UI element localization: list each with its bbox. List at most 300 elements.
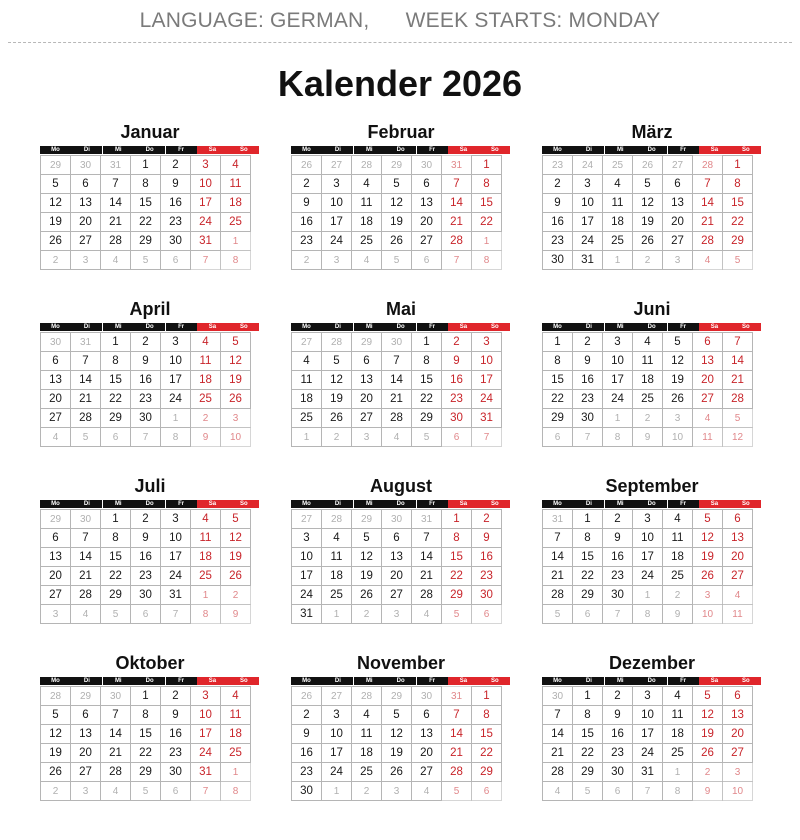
weekday-so: So xyxy=(479,500,510,508)
weekday-so: So xyxy=(479,677,510,685)
day-cell: 11 xyxy=(190,351,221,371)
day-cell: 26 xyxy=(321,408,352,428)
day-cell-outside: 8 xyxy=(220,250,251,270)
day-cell: 12 xyxy=(321,370,352,390)
day-cell: 8 xyxy=(130,705,161,725)
day-cell: 18 xyxy=(351,743,382,763)
day-cell: 13 xyxy=(722,705,753,725)
day-cell: 1 xyxy=(722,155,753,175)
day-cell-outside: 2 xyxy=(632,408,663,428)
days-grid xyxy=(542,686,762,801)
day-cell-outside: 30 xyxy=(542,686,573,706)
day-cell-outside: 4 xyxy=(692,250,723,270)
weekday-header xyxy=(291,323,511,331)
day-cell: 3 xyxy=(190,155,221,175)
weekday-do: Do xyxy=(385,500,416,508)
week-row xyxy=(542,213,762,232)
day-cell: 26 xyxy=(381,762,412,782)
day-cell: 12 xyxy=(40,193,71,213)
day-cell-outside: 27 xyxy=(291,509,322,529)
day-cell: 30 xyxy=(542,250,573,270)
weekday-mo: Mo xyxy=(291,500,322,508)
day-cell-outside: 2 xyxy=(632,250,663,270)
day-cell: 6 xyxy=(351,351,382,371)
weekday-mo: Mo xyxy=(40,500,71,508)
weekday-so: So xyxy=(228,677,259,685)
weekday-fr: Fr xyxy=(166,146,197,154)
day-cell: 21 xyxy=(722,370,753,390)
day-cell: 27 xyxy=(411,231,442,251)
day-cell: 26 xyxy=(692,743,723,763)
day-cell: 8 xyxy=(130,174,161,194)
day-cell: 22 xyxy=(722,212,753,232)
day-cell: 18 xyxy=(321,566,352,586)
day-cell-outside: 5 xyxy=(381,250,412,270)
week-row xyxy=(40,529,260,548)
day-cell-outside: 5 xyxy=(441,604,472,624)
day-cell-outside: 1 xyxy=(220,231,251,251)
day-cell: 7 xyxy=(441,174,472,194)
weekday-mi: Mi xyxy=(354,323,385,331)
day-cell: 1 xyxy=(572,509,603,529)
day-cell: 16 xyxy=(291,743,322,763)
day-cell: 17 xyxy=(190,193,221,213)
day-cell: 15 xyxy=(100,370,131,390)
day-cell-outside: 28 xyxy=(40,686,71,706)
weekday-sa: Sa xyxy=(197,677,228,685)
day-cell: 4 xyxy=(662,686,693,706)
day-cell: 29 xyxy=(411,408,442,428)
month-juni xyxy=(542,295,762,455)
day-cell-outside: 6 xyxy=(160,781,191,801)
weekday-di: Di xyxy=(573,677,604,685)
day-cell: 20 xyxy=(70,212,101,232)
day-cell: 12 xyxy=(632,193,663,213)
weekday-mo: Mo xyxy=(40,323,71,331)
weekday-header xyxy=(542,146,762,154)
day-cell-outside: 3 xyxy=(220,408,251,428)
day-cell-outside: 1 xyxy=(321,604,352,624)
weekday-do: Do xyxy=(385,323,416,331)
weekday-do: Do xyxy=(385,677,416,685)
day-cell-outside: 6 xyxy=(441,427,472,447)
day-cell: 8 xyxy=(471,174,502,194)
weekday-di: Di xyxy=(573,500,604,508)
week-row xyxy=(40,409,260,428)
day-cell: 23 xyxy=(602,743,633,763)
week-row xyxy=(40,725,260,744)
month-februar xyxy=(291,118,511,278)
day-cell-outside: 1 xyxy=(602,408,633,428)
days-grid xyxy=(40,686,260,801)
week-row xyxy=(542,782,762,801)
day-cell-outside: 27 xyxy=(321,155,352,175)
weekday-sa: Sa xyxy=(699,146,730,154)
day-cell: 13 xyxy=(692,351,723,371)
day-cell-outside: 28 xyxy=(321,332,352,352)
day-cell: 7 xyxy=(70,351,101,371)
day-cell-outside: 30 xyxy=(40,332,71,352)
day-cell: 1 xyxy=(471,155,502,175)
day-cell: 28 xyxy=(722,389,753,409)
day-cell-outside: 6 xyxy=(471,781,502,801)
weekday-mi: Mi xyxy=(605,323,636,331)
weekday-mi: Mi xyxy=(103,146,134,154)
day-cell: 5 xyxy=(381,174,412,194)
weekday-header xyxy=(40,323,260,331)
day-cell: 18 xyxy=(351,212,382,232)
weekday-sa: Sa xyxy=(699,323,730,331)
day-cell: 23 xyxy=(130,566,161,586)
day-cell: 18 xyxy=(602,212,633,232)
day-cell-outside: 30 xyxy=(100,686,131,706)
day-cell: 9 xyxy=(471,528,502,548)
day-cell: 15 xyxy=(722,193,753,213)
day-cell: 27 xyxy=(40,585,71,605)
day-cell-outside: 27 xyxy=(321,686,352,706)
week-row xyxy=(542,251,762,270)
day-cell: 19 xyxy=(321,389,352,409)
day-cell: 11 xyxy=(602,193,633,213)
weekday-di: Di xyxy=(573,323,604,331)
day-cell: 19 xyxy=(692,724,723,744)
day-cell-outside: 4 xyxy=(411,781,442,801)
day-cell: 29 xyxy=(441,585,472,605)
weekday-di: Di xyxy=(573,146,604,154)
day-cell: 10 xyxy=(632,528,663,548)
day-cell-outside: 31 xyxy=(441,686,472,706)
day-cell: 18 xyxy=(220,193,251,213)
day-cell: 7 xyxy=(542,528,573,548)
day-cell: 5 xyxy=(321,351,352,371)
day-cell: 9 xyxy=(130,528,161,548)
day-cell-outside: 7 xyxy=(190,781,221,801)
page-title: Kalender 2026 xyxy=(277,63,523,104)
weekday-sa: Sa xyxy=(448,500,479,508)
day-cell: 20 xyxy=(351,389,382,409)
week-row xyxy=(40,155,260,175)
week-row xyxy=(291,586,511,605)
day-cell: 4 xyxy=(190,509,221,529)
day-cell: 13 xyxy=(40,370,71,390)
day-cell-outside: 29 xyxy=(351,509,382,529)
month-name: September xyxy=(605,476,699,496)
day-cell-outside: 29 xyxy=(351,332,382,352)
day-cell: 17 xyxy=(632,724,663,744)
day-cell: 19 xyxy=(220,370,251,390)
day-cell: 15 xyxy=(411,370,442,390)
day-cell: 27 xyxy=(722,743,753,763)
week-row xyxy=(291,232,511,251)
week-row xyxy=(40,251,260,270)
days-grid xyxy=(291,509,511,624)
day-cell: 17 xyxy=(321,743,352,763)
day-cell: 8 xyxy=(572,528,603,548)
day-cell: 9 xyxy=(602,528,633,548)
day-cell: 15 xyxy=(441,547,472,567)
day-cell: 24 xyxy=(321,231,352,251)
day-cell: 16 xyxy=(160,724,191,744)
month-name: Oktober xyxy=(115,653,185,673)
day-cell: 31 xyxy=(471,408,502,428)
day-cell-outside: 30 xyxy=(381,509,412,529)
day-cell: 13 xyxy=(351,370,382,390)
day-cell: 2 xyxy=(130,332,161,352)
week-row xyxy=(40,352,260,371)
day-cell: 6 xyxy=(411,705,442,725)
day-cell-outside: 2 xyxy=(321,427,352,447)
day-cell: 8 xyxy=(411,351,442,371)
day-cell-outside: 31 xyxy=(411,509,442,529)
day-cell-outside: 4 xyxy=(351,250,382,270)
weekday-sa: Sa xyxy=(197,323,228,331)
day-cell: 31 xyxy=(572,250,603,270)
week-row xyxy=(542,352,762,371)
week-row xyxy=(40,744,260,763)
month-name: August xyxy=(370,476,432,496)
weekday-header xyxy=(542,323,762,331)
day-cell: 3 xyxy=(321,705,352,725)
day-cell: 17 xyxy=(632,547,663,567)
week-row xyxy=(291,371,511,390)
day-cell: 20 xyxy=(662,212,693,232)
month-dezember xyxy=(542,649,762,809)
week-row xyxy=(542,232,762,251)
day-cell: 22 xyxy=(572,566,603,586)
day-cell-outside: 30 xyxy=(381,332,412,352)
week-row xyxy=(291,428,511,447)
day-cell: 12 xyxy=(692,705,723,725)
week-row xyxy=(542,586,762,605)
weekday-fr: Fr xyxy=(417,146,448,154)
day-cell: 22 xyxy=(441,566,472,586)
day-cell-outside: 6 xyxy=(130,604,161,624)
day-cell: 3 xyxy=(160,509,191,529)
day-cell-outside: 6 xyxy=(572,604,603,624)
day-cell: 15 xyxy=(572,547,603,567)
days-grid xyxy=(40,332,260,447)
weekday-header xyxy=(40,677,260,685)
day-cell: 24 xyxy=(632,566,663,586)
day-cell: 21 xyxy=(100,212,131,232)
day-cell-outside: 4 xyxy=(100,781,131,801)
day-cell: 7 xyxy=(441,705,472,725)
day-cell: 6 xyxy=(70,174,101,194)
month-name: Juni xyxy=(633,299,671,319)
day-cell: 29 xyxy=(130,231,161,251)
weekday-do: Do xyxy=(134,500,165,508)
week-row xyxy=(291,782,511,801)
day-cell: 15 xyxy=(130,724,161,744)
week-row xyxy=(542,529,762,548)
day-cell: 21 xyxy=(542,743,573,763)
day-cell-outside: 8 xyxy=(220,781,251,801)
day-cell: 16 xyxy=(471,547,502,567)
weekday-sa: Sa xyxy=(197,500,228,508)
day-cell: 14 xyxy=(692,193,723,213)
day-cell: 24 xyxy=(190,212,221,232)
day-cell: 28 xyxy=(692,231,723,251)
day-cell: 5 xyxy=(40,174,71,194)
weekday-so: So xyxy=(730,146,761,154)
weekday-sa: Sa xyxy=(448,146,479,154)
day-cell-outside: 1 xyxy=(321,781,352,801)
day-cell: 29 xyxy=(471,762,502,782)
day-cell: 23 xyxy=(291,762,322,782)
day-cell: 14 xyxy=(542,724,573,744)
day-cell: 1 xyxy=(130,686,161,706)
week-row xyxy=(542,390,762,409)
month-august xyxy=(291,472,511,632)
day-cell-outside: 3 xyxy=(321,250,352,270)
day-cell-outside: 8 xyxy=(602,427,633,447)
day-cell: 4 xyxy=(351,174,382,194)
weekday-sa: Sa xyxy=(448,677,479,685)
week-row xyxy=(291,763,511,782)
day-cell-outside: 5 xyxy=(441,781,472,801)
day-cell: 14 xyxy=(100,193,131,213)
weekday-mi: Mi xyxy=(605,500,636,508)
day-cell-outside: 31 xyxy=(100,155,131,175)
day-cell: 2 xyxy=(542,174,573,194)
day-cell: 23 xyxy=(291,231,322,251)
weekday-do: Do xyxy=(636,323,667,331)
day-cell: 9 xyxy=(160,705,191,725)
week-row xyxy=(291,155,511,175)
day-cell: 26 xyxy=(692,566,723,586)
day-cell: 21 xyxy=(692,212,723,232)
day-cell: 25 xyxy=(662,743,693,763)
weekday-so: So xyxy=(730,500,761,508)
week-row xyxy=(542,155,762,175)
week-row xyxy=(542,509,762,529)
day-cell: 2 xyxy=(602,686,633,706)
days-grid xyxy=(291,155,511,270)
week-row xyxy=(40,428,260,447)
week-row xyxy=(40,782,260,801)
day-cell-outside: 29 xyxy=(40,155,71,175)
week-row xyxy=(542,686,762,706)
day-cell: 25 xyxy=(190,566,221,586)
day-cell-outside: 26 xyxy=(291,155,322,175)
weekday-so: So xyxy=(479,146,510,154)
day-cell: 24 xyxy=(602,389,633,409)
weekday-mo: Mo xyxy=(291,677,322,685)
day-cell-outside: 4 xyxy=(381,427,412,447)
day-cell-outside: 28 xyxy=(692,155,723,175)
weekday-do: Do xyxy=(134,323,165,331)
week-row xyxy=(40,232,260,251)
day-cell: 19 xyxy=(220,547,251,567)
week-row xyxy=(291,390,511,409)
month-name: Juli xyxy=(134,476,166,496)
day-cell: 20 xyxy=(40,566,71,586)
day-cell: 23 xyxy=(572,389,603,409)
weekday-do: Do xyxy=(636,500,667,508)
day-cell: 20 xyxy=(411,743,442,763)
day-cell: 25 xyxy=(220,743,251,763)
day-cell: 23 xyxy=(471,566,502,586)
day-cell-outside: 6 xyxy=(471,604,502,624)
day-cell: 14 xyxy=(100,724,131,744)
day-cell-outside: 6 xyxy=(411,250,442,270)
day-cell: 10 xyxy=(190,174,221,194)
week-row xyxy=(40,194,260,213)
day-cell: 5 xyxy=(40,705,71,725)
day-cell-outside: 7 xyxy=(572,427,603,447)
week-row xyxy=(542,605,762,624)
day-cell-outside: 6 xyxy=(100,427,131,447)
weekday-header xyxy=(542,500,762,508)
week-row xyxy=(542,744,762,763)
day-cell: 17 xyxy=(291,566,322,586)
day-cell: 29 xyxy=(100,585,131,605)
day-cell: 16 xyxy=(130,370,161,390)
weekday-di: Di xyxy=(71,500,102,508)
weekday-so: So xyxy=(730,323,761,331)
day-cell-outside: 10 xyxy=(722,781,753,801)
day-cell-outside: 3 xyxy=(722,762,753,782)
week-row xyxy=(542,567,762,586)
day-cell: 10 xyxy=(160,351,191,371)
day-cell-outside: 4 xyxy=(692,408,723,428)
day-cell: 31 xyxy=(190,231,221,251)
day-cell: 5 xyxy=(220,332,251,352)
day-cell-outside: 8 xyxy=(662,781,693,801)
day-cell: 2 xyxy=(291,705,322,725)
weekday-header xyxy=(40,146,260,154)
day-cell-outside: 5 xyxy=(70,427,101,447)
day-cell: 26 xyxy=(220,566,251,586)
day-cell: 23 xyxy=(160,212,191,232)
day-cell: 1 xyxy=(471,686,502,706)
week-row xyxy=(291,251,511,270)
day-cell: 25 xyxy=(321,585,352,605)
day-cell: 22 xyxy=(100,566,131,586)
weekday-so: So xyxy=(228,500,259,508)
day-cell: 3 xyxy=(632,509,663,529)
day-cell-outside: 4 xyxy=(40,427,71,447)
day-cell: 25 xyxy=(291,408,322,428)
weekday-fr: Fr xyxy=(417,677,448,685)
day-cell: 15 xyxy=(130,193,161,213)
day-cell: 8 xyxy=(441,528,472,548)
days-grid xyxy=(40,155,260,270)
day-cell-outside: 5 xyxy=(130,781,161,801)
day-cell: 7 xyxy=(70,528,101,548)
weekday-mo: Mo xyxy=(542,146,573,154)
day-cell-outside: 5 xyxy=(722,408,753,428)
day-cell: 6 xyxy=(40,351,71,371)
day-cell: 6 xyxy=(662,174,693,194)
day-cell: 28 xyxy=(542,762,573,782)
day-cell: 28 xyxy=(70,408,101,428)
day-cell: 12 xyxy=(692,528,723,548)
day-cell: 17 xyxy=(572,212,603,232)
day-cell: 16 xyxy=(291,212,322,232)
week-row xyxy=(291,529,511,548)
day-cell: 30 xyxy=(160,762,191,782)
weekday-mo: Mo xyxy=(542,500,573,508)
week-row xyxy=(291,175,511,194)
day-cell: 30 xyxy=(471,585,502,605)
day-cell: 4 xyxy=(321,528,352,548)
day-cell: 22 xyxy=(100,389,131,409)
day-cell: 5 xyxy=(692,686,723,706)
day-cell-outside: 30 xyxy=(70,509,101,529)
day-cell: 8 xyxy=(572,705,603,725)
day-cell: 1 xyxy=(100,332,131,352)
